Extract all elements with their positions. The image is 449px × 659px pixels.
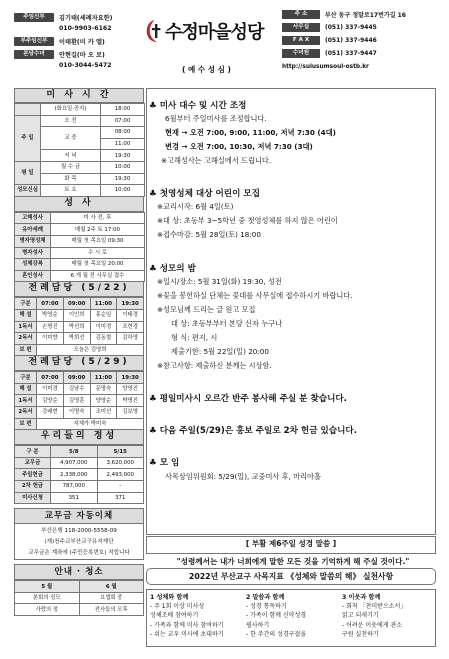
table-cell: 해 설 — [15, 309, 37, 321]
table-cell: 저 녁 — [41, 150, 101, 162]
plan-item: - 가족이 함께 신약성경 — [246, 612, 307, 620]
table-cell: 해 설 — [15, 383, 37, 395]
sister-phone: 010-3044-5472 — [59, 62, 112, 69]
address-value: 부산 동구 정말로17번가길 16 — [325, 12, 406, 19]
notice-2-title: ♣ 첫영성체 대상 어린이 모집 — [149, 189, 260, 199]
table-cell: 양영진 — [117, 383, 144, 395]
table-row — [15, 321, 144, 333]
table-row — [15, 185, 145, 197]
table-cell: 이미경 — [90, 321, 117, 333]
table-row — [15, 407, 144, 419]
table-cell: 19:30 — [117, 372, 144, 384]
plan-item: - 주 1회 이상 미사성 — [150, 603, 205, 610]
notice-1-line: ※고해성사는 고해실에서 드립니다. — [161, 156, 272, 165]
offering-table — [14, 445, 144, 504]
sister-label: 본당수녀 — [14, 50, 54, 59]
table-cell: 787,000 — [51, 481, 98, 493]
table-header-row — [15, 581, 144, 593]
table-cell: 손명진 — [37, 321, 64, 333]
table-row — [15, 469, 144, 481]
table-cell: 주일헌금 — [15, 469, 51, 481]
table-header-row — [15, 446, 144, 458]
table-cell: 2,338,000 — [51, 469, 98, 481]
plan-item: - 성경 통독하기 — [246, 603, 287, 610]
table-cell: 이미향 — [37, 333, 64, 345]
guidance-box — [14, 564, 144, 580]
table-cell: 김하영 — [117, 333, 144, 345]
table-cell: 미 사 전, 후 — [51, 212, 145, 224]
table-cell: 월 수 금 — [41, 161, 101, 173]
table-cell: 김양순 — [37, 395, 64, 407]
action-plan — [146, 589, 436, 647]
duty1-title: 전례담당 (5/22) — [14, 282, 144, 297]
auto-transfer-title: 교무금 자동이체 — [15, 509, 143, 524]
notice-4-title: ♣ 평일미사시 오르간 반주 봉사해 주실 분 찾습니다. — [149, 394, 347, 404]
duty1-table — [14, 297, 144, 356]
sacraments-title: 성 사 — [14, 197, 144, 212]
plan-item: - 쉬는 교우 미사에 초대하기 — [150, 631, 224, 639]
notice-3-line: 제출기한: 5월 22일(일) 20:00 — [171, 347, 269, 356]
notice-3-line: ※참고사항: 제출하신 분께는 시상함. — [157, 361, 272, 370]
table-row — [15, 235, 145, 247]
notices-panel — [146, 88, 436, 535]
table-cell: 김남수 — [63, 383, 90, 395]
table-cell: 5/8 — [51, 446, 98, 458]
guidance-table — [14, 580, 144, 616]
table-row — [15, 333, 144, 345]
table-cell: 1독서 — [15, 321, 37, 333]
table-cell: 10:00 — [101, 185, 145, 197]
table-cell: 1독서 — [15, 395, 37, 407]
table-cell: 이미경 — [37, 383, 64, 395]
notice-1-line: 현재 → 오전 7:00, 9:00, 11:00, 저녁 7:30 (4대) — [165, 128, 336, 137]
notice-3-line: ※꽃을 봉헌하실 단체는 꽃대를 사무실에 접수하시기 바랍니다. — [157, 291, 353, 300]
table-cell: 6 월 — [79, 581, 144, 593]
table-cell: 19:30 — [117, 298, 144, 310]
guidance-title: 안내 · 청소 — [15, 565, 143, 580]
table-row — [15, 309, 144, 321]
notice-5-title: ♣ 다음 주일(5/29)은 홍보 주일로 2차 헌금 있습니다. — [149, 426, 357, 436]
table-row — [15, 395, 144, 407]
sunday-label: 주 일 — [15, 115, 41, 161]
verse-header-box — [146, 536, 436, 554]
verse-title: [ 부활 제6주일 성경 말씀 ] — [245, 539, 337, 548]
table-cell: 매월 2주 토 17:00 — [51, 224, 145, 236]
table-cell: 사랑의 정 — [15, 604, 80, 616]
table-cell: 성체강복 — [15, 259, 51, 271]
notice-6-title: ♣ 모 임 — [149, 458, 180, 468]
table-cell: 11:00 — [90, 372, 117, 384]
office-label: 사무실 — [282, 23, 320, 32]
table-row — [15, 344, 144, 356]
table-row — [15, 115, 145, 127]
notice-2-line: ※교리시작: 6월 4일(토) — [157, 202, 234, 211]
table-cell: 11:00 — [101, 138, 145, 150]
table-cell: 구 분 — [15, 446, 51, 458]
notice-2-line: ※대 상: 초등부 3~5학년 중 첫영성체를 하지 않은 어린이 — [157, 216, 338, 225]
address-label: 주 소 — [282, 10, 320, 19]
table-cell: 조현경 — [117, 321, 144, 333]
assistant-label: 부주임신부 — [14, 37, 54, 46]
pastor-phone: 010-9903-6162 — [59, 25, 112, 32]
table-cell: 병자영성체 — [15, 235, 51, 247]
cross-icon — [145, 18, 163, 44]
table-cell: 조미선 — [90, 407, 117, 419]
table-cell: 홍순임 — [90, 309, 117, 321]
table-cell: 매월 첫 목요일 09:30 — [51, 235, 145, 247]
table-cell: 구분 — [15, 372, 37, 384]
fax-number: (051) 337-9446 — [325, 37, 377, 44]
table-cell: 고해성사 — [15, 212, 51, 224]
table-cell: 09:00 — [63, 372, 90, 384]
table-row — [15, 224, 145, 236]
table-row — [15, 161, 145, 173]
table-cell: (화요일·공지) — [41, 104, 101, 116]
table-cell: 2차 헌금 — [15, 481, 51, 493]
table-cell: 박영순 — [37, 309, 64, 321]
clover-icon: ♣ — [149, 189, 160, 199]
table-cell: 2독서 — [15, 407, 37, 419]
table-cell: 박희선 — [63, 333, 90, 345]
table-cell: 08:00 — [101, 127, 145, 139]
table-cell: 혼인성사 — [15, 270, 51, 282]
pastor-label: 주임신부 — [14, 13, 54, 22]
table-cell: 이태경 — [117, 309, 144, 321]
table-cell: 07:00 — [101, 115, 145, 127]
table-cell: 김동철 — [90, 333, 117, 345]
table-cell: 5 월 — [15, 581, 80, 593]
table-cell: 지체가 박미숙 — [37, 418, 144, 430]
pastor-name: 김기태(세례자요한) — [59, 15, 113, 22]
table-cell: 미사신청 — [15, 492, 51, 504]
table-cell: 본회의 성모 — [15, 592, 80, 604]
table-cell: 화 목 — [41, 173, 101, 185]
gospel-verse: "성령께서는 내가 너희에게 말한 모든 것을 기억하게 해 주실 것이다." — [176, 557, 410, 566]
table-cell: 오 전 — [41, 115, 101, 127]
notice-6-line: 사목상임위원회: 5/29(일), 교중미사 후, 마리아홀 — [165, 472, 321, 481]
table-row — [15, 604, 144, 616]
clover-icon: ♣ — [149, 426, 160, 436]
table-cell: 07:00 — [37, 298, 64, 310]
clergy-info — [14, 12, 152, 71]
table-cell: 유아세례 — [15, 224, 51, 236]
notice-3-line: ※일시/장소: 5월 31일(화) 19:30, 성전 — [157, 277, 282, 286]
weekday-label: 평 일 — [15, 161, 41, 184]
table-row — [15, 481, 144, 493]
table-cell: 병자성사 — [15, 247, 51, 259]
table-cell: 09:00 — [63, 298, 90, 310]
notice-1-line: 6월부터 주일미사를 조정합니다. — [165, 114, 267, 123]
table-cell: 19:30 — [101, 150, 145, 162]
table-cell: 보 편 — [15, 418, 37, 430]
table-cell: 김영훈 — [63, 395, 90, 407]
table-cell: 19:30 — [101, 173, 145, 185]
duty2-title: 전례담당 (5/29) — [14, 356, 144, 371]
table-cell: 김보영 — [117, 407, 144, 419]
table-row — [15, 247, 145, 259]
table-cell: 교 중 — [41, 127, 101, 150]
plan-column — [147, 590, 243, 646]
mass-schedule-title: 미 사 시 간 — [14, 88, 144, 103]
table-cell: 매월 첫 목요일 20:00 — [51, 259, 145, 271]
table-header-row — [15, 298, 144, 310]
bank-account: 부산은행 118-2000-5558-09 — [41, 528, 117, 535]
clover-icon: ♣ — [149, 458, 160, 468]
plan-item: 구원 실천하기 — [342, 631, 379, 639]
table-cell: 교무금 — [15, 457, 51, 469]
table-cell: 2,493,000 — [97, 469, 144, 481]
table-cell: 351 — [51, 492, 98, 504]
table-row — [15, 383, 144, 395]
fax-label: F A X — [282, 36, 320, 45]
plan-column — [243, 590, 339, 646]
notice-1-line: 변경 → 오전 7:00, 10:30, 저녁 7:30 (3대) — [165, 142, 313, 151]
plan-item: - 가족과 함께 미사 참여하기 — [150, 621, 224, 629]
pastoral-theme-banner: 2022년 부산교구 사목지표 《성체와 말씀의 해》 실천사항 — [146, 568, 436, 585]
convent-phone: (051) 337-9447 — [325, 50, 377, 57]
table-row — [15, 592, 144, 604]
notice-3-title: ♣ 성모의 밤 — [149, 264, 196, 274]
table-cell: 5/15 — [97, 446, 144, 458]
auto-transfer-box — [14, 508, 144, 560]
table-cell: 강래현 — [37, 407, 64, 419]
table-cell: 문명숙 — [90, 383, 117, 395]
table-cell: 이인희 — [63, 309, 90, 321]
table-cell: 토 요 — [41, 185, 101, 197]
table-cell: 양영순 — [90, 395, 117, 407]
plan-column-title: 1 성체와 함께 — [150, 594, 189, 601]
table-cell: 요셉회 중 — [79, 592, 144, 604]
table-cell: 오늘은 김영희 — [37, 344, 144, 356]
convent-label: 수녀원 — [282, 49, 320, 58]
contact-info — [282, 8, 440, 73]
table-row — [15, 212, 145, 224]
table-cell: 박선희 — [63, 321, 90, 333]
table-header-row — [15, 372, 144, 384]
table-row — [15, 259, 145, 271]
parish-logo — [145, 14, 275, 48]
plan-column-title: 3 이웃과 함께 — [342, 594, 381, 601]
table-cell: - — [97, 481, 144, 493]
table-cell: 18:00 — [101, 104, 145, 116]
parish-motto: ( 예 수 성 심 ) — [182, 65, 231, 74]
plan-item: 필사하기 — [246, 621, 270, 629]
table-cell: 07:00 — [37, 372, 64, 384]
plan-column — [339, 590, 435, 646]
table-row — [15, 457, 144, 469]
plan-item: 성체조배 참여하기 — [150, 612, 199, 620]
notice-3-line: 대 상: 초등부부터 본당 신자 누구나 — [171, 319, 283, 328]
table-cell: 371 — [97, 492, 144, 504]
clover-icon: ♣ — [149, 394, 160, 404]
clover-icon: ♣ — [149, 264, 160, 274]
transfer-note: 교무금은 계좌에 (주민등록번호) 적힙니다 — [28, 550, 130, 557]
table-row — [15, 492, 144, 504]
plan-column-title: 2 말씀과 함께 — [246, 594, 285, 601]
plan-item: 읽고 되새기기 — [342, 612, 379, 620]
table-cell: 2독서 — [15, 333, 37, 345]
left-column — [14, 88, 144, 616]
table-cell: 보 편 — [15, 344, 37, 356]
table-cell: 4,907,000 — [51, 457, 98, 469]
plan-item: - 한 주간의 성경구절을 — [246, 631, 307, 639]
notice-3-line: 형 식: 편지, 시 — [171, 333, 218, 342]
table-cell — [15, 104, 41, 116]
sacraments-table — [14, 212, 145, 283]
offering-title: 우리들의 정성 — [14, 430, 144, 445]
table-cell: 11:00 — [90, 298, 117, 310]
table-cell: 구분 — [15, 298, 37, 310]
parish-name: 수정마을성당 — [165, 22, 264, 43]
clover-icon: ♣ — [149, 101, 160, 111]
table-cell: 3,620,000 — [97, 457, 144, 469]
table-cell: 6 개 월 전 사무실 접수 — [51, 270, 145, 282]
sister-name: 안현길(마 오 로) — [59, 52, 105, 59]
office-phone: (051) 337-9445 — [325, 24, 377, 31]
notice-3-line: ※성모님께 드리는 글 원고 모집 — [157, 305, 256, 314]
table-cell: 수 시 로 — [51, 247, 145, 259]
table-row — [15, 418, 144, 430]
marian-label: 성모신심 — [15, 185, 41, 197]
duty2-table — [14, 371, 144, 430]
table-cell: 이명숙 — [63, 407, 90, 419]
assistant-name: 이태환(미 카 엘) — [59, 39, 105, 46]
notice-1-title: ♣ 미사 대수 및 시간 조정 — [149, 101, 247, 111]
table-cell: 10:00 — [101, 161, 145, 173]
table-cell: 전사들의 모후 — [79, 604, 144, 616]
table-cell: 박명진 — [117, 395, 144, 407]
plan-item: - 회칙 「찬미받으소서」 — [342, 603, 407, 610]
mass-schedule-table — [14, 103, 145, 197]
account-holder: (재)천주교부산교구유지재단 — [44, 539, 114, 546]
table-row — [15, 270, 145, 282]
homepage-link[interactable]: http://suiusumsoul-ostb.kr — [282, 63, 369, 70]
notice-2-line: ※접수마감: 5월 28일(토) 18:00 — [157, 230, 261, 239]
table-row — [15, 104, 145, 116]
plan-item: - 어려운 이웃에게 관소 — [342, 621, 403, 629]
